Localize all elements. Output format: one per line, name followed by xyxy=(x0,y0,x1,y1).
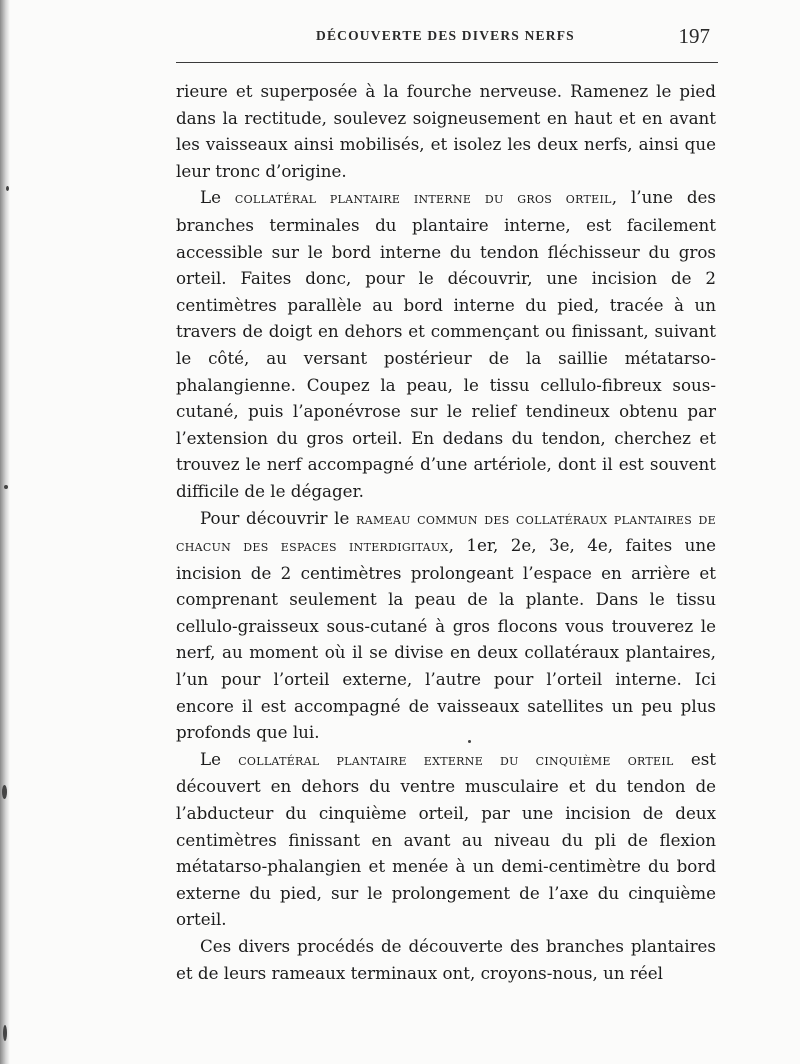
header-rule xyxy=(176,62,718,63)
paragraph-3 xyxy=(176,505,716,746)
paragraph-2-lead: Le xyxy=(200,187,235,208)
print-speck xyxy=(2,785,7,799)
print-speck xyxy=(3,1025,7,1041)
page-number: 197 xyxy=(678,24,710,48)
paragraph-5: Ces divers procédés de découverte des branches plantaires et de leurs rameaux terminaux ont, croyons-nous, un réel xyxy=(176,936,716,983)
paragraph-4-smallcaps: collatéral plantaire externe du cinquième orteil xyxy=(238,750,674,769)
paragraph-2 xyxy=(176,184,716,504)
paragraph-3-lead: Pour découvrir le xyxy=(200,507,357,528)
print-speck xyxy=(4,485,8,489)
paragraph-1: rieure et superposée à la fourche nerveuse. Ramenez le pied dans la rectitude, soulevez soigneusement en haut et en avant les vaisseaux ainsi mobilisés, et isolez les deux nerfs, ainsi que leur tronc d’origine. xyxy=(176,81,716,181)
page-header xyxy=(176,26,710,48)
paragraph-3-rest: , 1er, 2e, 3e, 4e, faites une incision de 2 centimètres prolongeant l’espace en arrière et comprenant seulement la peau de la plante. Dans le tissu cellulo-graisseux sous-cutané à gros flocons vous trouverez le nerf, au moment où il se divise en deux collatéraux plantaires, l’un pour l’orteil externe, l’autre pour l’orteil interne. Ici encore il est accompagné de vaisseaux satellites un peu plus profonds que lui. xyxy=(176,535,716,743)
paragraph-4-rest: est découvert en dehors du ventre musculaire et du tendon de l’abducteur du cinquième orteil, par une incision de deux centimètres finissant en avant au niveau du pli de flexion métatarso-phalangien et menée à un demi-centimètre du bord externe du pied, sur le prolongement de l’axe du cinquième orteil. xyxy=(176,748,717,930)
running-title: DÉCOUVERTE DES DIVERS NERFS xyxy=(316,28,575,43)
paragraph-3-smallcaps: rameau commun des collatéraux plantaires de chacun des espaces interdigitaux xyxy=(176,509,716,556)
print-speck xyxy=(6,186,9,191)
paragraph-4 xyxy=(176,746,716,933)
print-speck xyxy=(468,740,471,743)
paragraph-2-smallcaps: collatéral plantaire interne du gros orteil xyxy=(234,189,612,208)
body-text xyxy=(176,78,716,986)
paragraph-2-rest: , l’une des branches terminales du plantaire interne, est facilement accessible sur le bord interne du tendon fléchisseur du gros orteil. Faites donc, pour le découvrir, une incision de 2 centimètres parallèle au bord interne du pied, tracée à un travers de doigt en dehors et commençant ou finissant, suivant le côté, au versant postérieur de la saillie métatarso-phalangienne. Coupez la peau, le tissu cellulo-fibreux sous-cutané, puis l’aponévrose sur le relief tendineux obtenu par l’extension du gros orteil. En dedans du tendon, cherchez et trouvez le nerf accompagné d’une artériole, dont il est souvent difficile de le dégager. xyxy=(176,187,716,501)
page-left-edge-shadow xyxy=(0,0,10,1064)
paragraph-4-lead: Le xyxy=(200,748,239,769)
